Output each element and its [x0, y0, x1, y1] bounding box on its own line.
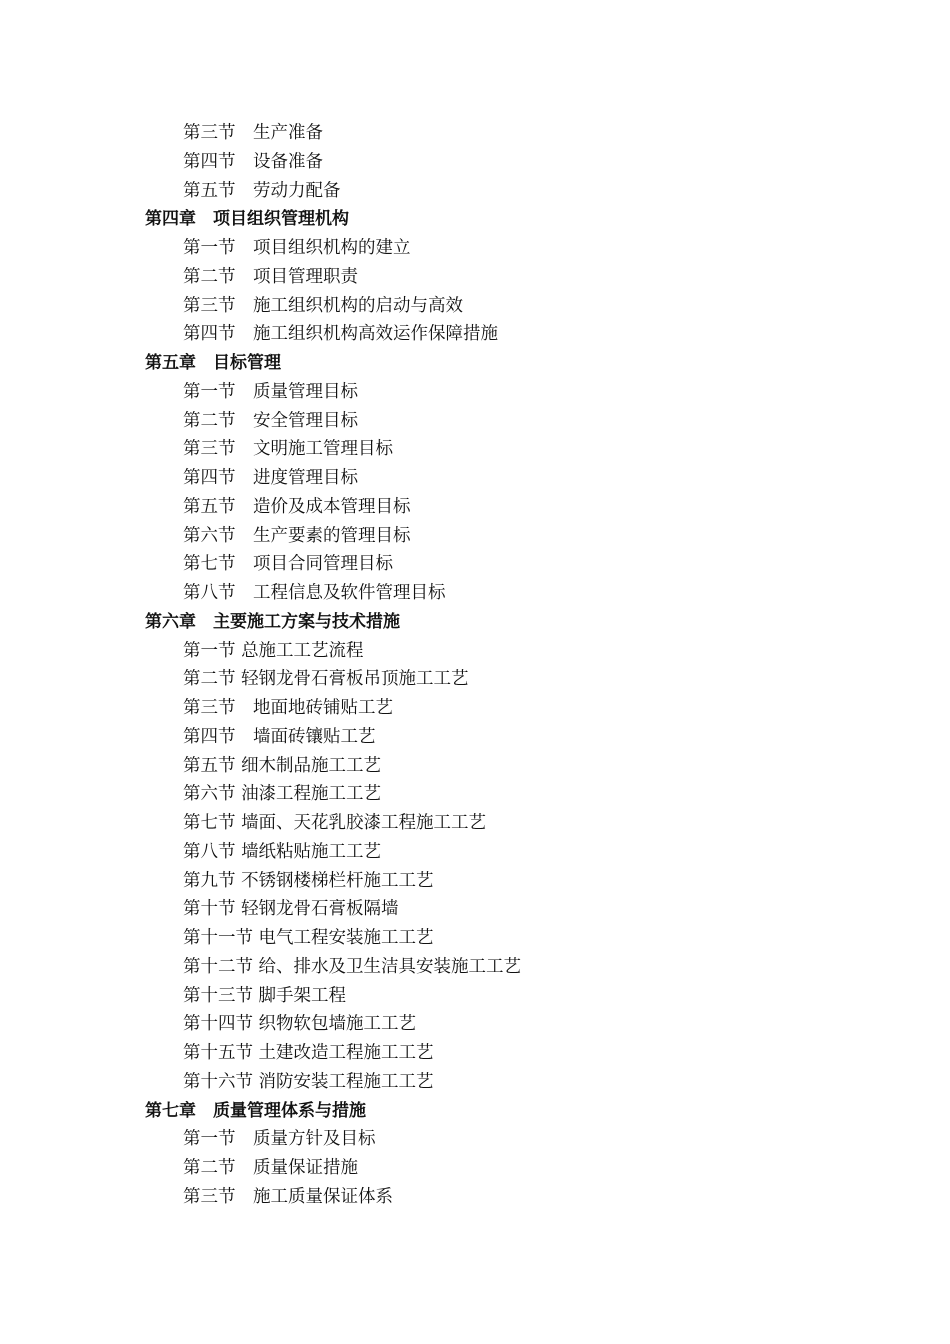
toc-section-entry: 第四节 进度管理目标	[183, 468, 358, 488]
toc-section-entry: 第十二节 给、排水及卫生洁具安装施工工艺	[183, 956, 522, 977]
toc-section-entry: 第三节 地面地砖铺贴工艺	[183, 698, 393, 718]
toc-section-entry: 第三节 施工质量保证体系	[183, 1186, 393, 1207]
toc-section-entry: 第九节 不锈钢楼梯栏杆施工工艺	[183, 870, 434, 891]
toc-section-entry: 第七节 墙面、天花乳胶漆工程施工工艺	[183, 813, 487, 833]
toc-section-entry: 第八节 工程信息及软件管理目标	[183, 583, 446, 603]
toc-section-entry: 第一节 质量方针及目标	[183, 1129, 376, 1150]
toc-section-entry: 第六节 油漆工程施工工艺	[183, 784, 382, 805]
toc-section-entry: 第六节 生产要素的管理目标	[183, 525, 411, 546]
toc-section-entry: 第四节 施工组织机构高效运作保障措施	[183, 324, 498, 345]
toc-section-entry: 第二节 安全管理目标	[183, 410, 358, 431]
toc-section-entry: 第一节 项目组织机构的建立	[183, 238, 411, 258]
toc-section-entry: 第十六节 消防安装工程施工工艺	[183, 1071, 434, 1092]
toc-chapter-heading: 第七章 质量管理体系与措施	[145, 1100, 366, 1121]
toc-section-entry: 第七节 项目合同管理目标	[183, 554, 393, 575]
toc-section-entry: 第二节 轻钢龙骨石膏板吊顶施工工艺	[183, 669, 469, 690]
toc-section-entry: 第五节 细木制品施工工艺	[183, 755, 382, 776]
toc-section-entry: 第五节 造价及成本管理目标	[183, 496, 411, 517]
toc-section-entry: 第一节 质量管理目标	[183, 381, 358, 402]
toc-section-entry: 第八节 墙纸粘贴施工工艺	[183, 841, 382, 862]
toc-section-entry: 第十一节 电气工程安装施工工艺	[183, 928, 434, 948]
toc-section-entry: 第四节 设备准备	[183, 151, 323, 172]
toc-section-entry: 第十四节 织物软包墙施工工艺	[183, 1014, 417, 1035]
toc-section-entry: 第三节 施工组织机构的启动与高效	[183, 295, 463, 316]
toc-chapter-heading: 第五章 目标管理	[145, 353, 281, 373]
table-of-contents	[145, 119, 865, 1212]
toc-section-entry: 第一节 总施工工艺流程	[183, 640, 364, 661]
toc-section-entry: 第五节 劳动力配备	[183, 180, 341, 201]
toc-section-entry: 第三节 生产准备	[183, 123, 323, 143]
toc-section-entry: 第十五节 土建改造工程施工工艺	[183, 1043, 434, 1063]
toc-section-entry: 第十节 轻钢龙骨石膏板隔墙	[183, 899, 399, 920]
toc-section-entry: 第三节 文明施工管理目标	[183, 439, 393, 460]
toc-section-entry: 第十三节 脚手架工程	[183, 985, 347, 1006]
toc-chapter-heading: 第四章 项目组织管理机构	[145, 209, 349, 230]
toc-section-entry: 第四节 墙面砖镶贴工艺	[183, 726, 376, 747]
toc-section-entry: 第二节 项目管理职责	[183, 266, 358, 287]
toc-chapter-heading: 第六章 主要施工方案与技术措施	[145, 611, 400, 632]
toc-section-entry: 第二节 质量保证措施	[183, 1158, 358, 1178]
